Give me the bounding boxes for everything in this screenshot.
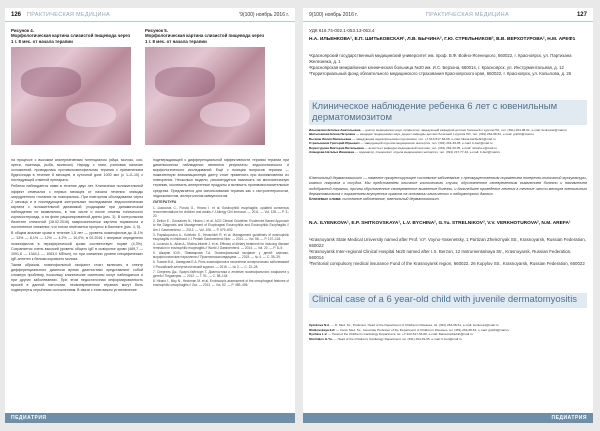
section-logo: ПЕДИАТРИЯ [551,415,587,421]
right-column-text: подтверждающей к дифференциальной эффективности терапии терапии при дименсионном наблюдении являются результаты эндоскопического и морфологического исследований. Ещё с позиции вопросов терапии — пожизненную элиминационную диету стоит применять при возникновении их повторения. Несколько модели, рекомендуется назначать на многомесячную терапию, исключить аллергенные продукты и включить противовоспалительные средства. Предлагается для использования терапия как с гастроэнтерологом, эндоскопистом, аллергологом-иммунологом. ЛИТЕРАТУРА 1. Liacouras C., Furuta G., Hirano I. et al. Eosinophilic esophagitis: updated consensus recommendations for children and adults // J Allergy Clin Immunol. — 2011. — Vol. 128. — P. 3–20. 2. Dellon E., Gonsalves N., Hirano I. et al. ACG Clinical Guideline: Evidenced Based Approach to the Diagnosis and Management of Esophageal Eosinophilia and Eosinophilic Esophagitis // Am J Gastroenterol. — 2013. — Vol. 108. — P. 679–692. 3. Papadopoulou A., Koletzko S., Heuschkel R. et al. Management guidelines of eosinophilic esophagitis in childhood // J Pediatr Gastroenterol Nutr. — 2014. — Vol. 58. — P. 107–118. 4. Lucendo A., Arias A., Molina-Infante J. et al. Efficacy of dietary treatment for inducing disease remission in eosinophilic esophagitis // World J Gastroenterol. — 2014. — Vol. 20. — P. 8–9. 5. Шкарин Ю.В., Пивоварова Т.А. Эозинофильный эзофагит у детей: клинико-морфологические параллели // Практическая медицина. — 2015. — № 4. — С. 35–39. 6. Ткачев В.И., Ахмедова Е.А. Роль эозинофилов в патогенезе аллергических заболеваний // Российский аллергологический журнал. — 2016. — № 3. — С. 22–28. 7. Спергель Дж., Браун-Уайтхорн Т. Диагностика и лечение эозинофильного эзофагита у детей // Педиатрия. — 2012. — Т. 91. — С. 98–104. 8. Hirano I., Moy N., Heckman M. et al. Endoscopic assessment of the oesophageal features of eosinophilic oesophagitis // Gut. — 2013. — Vol. 62. — P. 489–495. [153,158,289,288]
title-bar-ru [309,100,587,125]
reference-item: 3. Papadopoulou A., Koletzko S., Heuschkel R. et al. Management guidelines of eosinophilic esophagitis in childhood // J Pediatr Gastroenterol Nutr. — 2014. — Vol. 58. — P. 107–118. [153,232,289,241]
authors-en: N.A. ILYENKOVA¹, E.P. SHITKOVSKAYA¹, L.V. BYCHINA², G.Yu. STRELNIKOV³, V.V. VERKHOTUROVA², N.M. AREFA¹ [309,221,571,226]
author-info-item: Strelnikov G.Yu. — Head of the Children's Cardiology Department, tel. (391) 264-49-05, e-mail: b-beri@mail.ru [309,336,462,341]
reference-item: 4. Lucendo A., Arias A., Molina-Infante J. et al. Efficacy of dietary treatment for inducing disease remission in eosinophilic esophagitis // World J Gastroenterol. — 2014. — Vol. 20. — P. 8–9. [153,241,289,251]
affiliation-item: ¹Krasnoyarsk State Medical University named after Prof. V.F. Voyno-Yasenetsky, 1 Partizan Zheleznyak Str., Krasnoyarsk, Russian Federation, 660022 [309,237,586,248]
author-info-item: Верхотурова Виктория Витальевна — ассистент кафедры медицинской генетики, тел. (391) 264-49-05, e-mail: viktoria-v@mail.ru [309,145,497,150]
right-page-footer [303,413,593,423]
page-number: 126 [11,11,22,18]
reference-item: 6. Ткачев В.И., Ахмедова Е.А. Роль эозинофилов в патогенезе аллергических заболеваний // Российский аллергологический журнал. — 2016. — № 3. — С. 22–28. [153,260,289,269]
affiliation-item: ²Красноярская межрайонная клиническая больница №20 им. И.С. Берзона, 660014, г. Красноярск, ул. Инструментальная, д. 12 [309,65,564,71]
right-page-header [303,8,593,22]
affiliation-item: ³Территориальный фонд обязательного медицинского страхования Красноярского края, 660022, г. Красноярск, ул. Копылова, д. 26 [309,71,572,77]
figure-5 [145,28,265,145]
journal-title: ПРАКТИЧЕСКАЯ МЕДИЦИНА [27,11,111,18]
keywords: системное заболевание, ювенильный дерматомиозит. [342,197,440,202]
affiliations-ru [309,53,587,78]
reference-item: 8. Hirano I., Moy N., Heckman M. et al. Endoscopic assessment of the oesophageal features of eosinophilic oesophagitis // Gut. — 2013. — Vol. 62. — P. 489–495. [153,278,289,288]
section-logo: ПЕДИАТРИЯ [11,415,47,421]
author-info-item: Ахмедова Наталья Ивановна — ординатор, специалист отдела медицинских экспертиз, тел. (391) 217-77-44, e-mail: b-beri@mail.ru [309,150,501,155]
article-title-ru: Клиническое наблюдение ребенка 6 лет с ювенильным дерматомиозитом [312,101,558,123]
article-title-en: Clinical case of a 6 year-old child with juvenile dermatomyositis [312,294,578,305]
reference-item: 5. Шкарин Ю.В., Пивоварова Т.А. Эозинофильный эзофагит у детей: клинико-морфологические параллели // Практическая медицина. — 2015. — № 4. — С. 35–39. [153,251,289,260]
references-heading: ЛИТЕРАТУРА [153,199,177,204]
affiliation-item: ²Krasnoyarsk Inter-regional Clinical Hospital №20 named after I.S. Berzon, 12 Instrumentalnaya Str., Krasnoyarsk, Russian Federation, 660014 [309,248,572,260]
author-info-item: Стрельников Григорий Юрьевич — заведующий отделом медицинских экспертиз, тел. (391) 264-49-05, e-mail: b-beri@mail.ru [309,141,493,146]
reference-item: 2. Dellon E., Gonsalves N., Hirano I. et al. ACG Clinical Guideline: Evidenced Based Approach to the Diagnosis and Management of Esophageal Eosinophilia and Eosinophilic Esophagitis // Am J Gastroenterol. — 2013. — Vol. 108. — P. 679–692. [153,219,289,232]
reference-item: 1. Liacouras C., Furuta G., Hirano I. et al. Eosinophilic esophagitis: updated consensus recommendations for children and adults // J Allergy Clin Immunol. — 2011. — Vol. 128. — P. 3–20. [153,205,289,219]
page-number: 127 [576,11,587,18]
title-bar-en [309,293,587,308]
affiliations-en [309,237,587,267]
left-page-footer [5,413,295,423]
references [153,200,289,288]
author-info-item: Бычина Лилия Васильевна — заведующая педиатрическим отделением, тел. +7-913-517-63-08, e-mail: liliana.barbiebirt@mail.ru [309,136,496,141]
left-page-header [5,8,295,22]
udk-code: УДК 616.74-002.1-053.13-053.4 [309,28,375,33]
right-page [303,8,593,423]
author-info-item: Shitkovskaya E.P. — Cand. Med. Sc., Associate Professor of the Department of Children's Diseases, tel. (391) 264-08-61, e-mail: gnp64@mail.ru [309,327,510,332]
figure-4-micrograph [11,47,131,145]
author-info-item: Шитьковская Елена Петровна — кандидат медицинских наук, доцент кафедры детских болезней с курсом ПО, тел. (391) 264-08-61, e-mail: gnp64@mail.ru [309,132,535,137]
affiliation-item: ¹Красноярский государственный медицинский университет им. проф. В.Ф. Войно-Ясенецкого, 660022, г. Красноярск, ул. Партизана Железняка, д. 1 [309,53,572,64]
abstract-ru: Ювенильный дерматомиозит — тяжелое прогрессирующее системное заболевание с преимущественным поражением поперечно-полосатой мускулатуры, кожных покровов и сосудов. Мы представляем описание клинического случая, обусловленное своевременным выявлением болезни и назначением подобранной терапии, причем обусловленное своевременное выявление болезни, и дальнейшее проведение лечения в течение шести месяцев ювенильного дерматомиозита с поражением внутренних органов на основании клинических и лабораторных данных. Ключевые слова: системное заболевание, ювенильный дерматомиозит. [309,176,587,202]
issue-label: 9(100) ноябрь 2016 г. [309,11,358,18]
left-column-text: на процессе с высоким альтернативным потенциалом (яйца, молоко, соя, орехи, пшеница, рыба, молюски). Наряду с этим, учитывая наличие осложнений, проводилась противоэозинофильная терапия с применением будесонида в течение 6 месяцев, в суточной дозе 1000 мкг (с 1–0–10) с последующей отменой препарата. Ребенок наблюдается нами в течение двух лет. Клинически положительный эффект отмечался с первых месяцев от начала лечения: эпизоды затрудненного глотания не повторялись. При повторном обследовании через 2 месяца и в последующем контрольные исследования эндоскопическая картина с положительной динамикой, уходящими при динамическом наблюдении не выявлялись, в том числе и после отмены топического кортикостероида, и на фоне рационированной диеты (рис. 3). В контрольном биоптате слизистой (18.02.2016) микроскопически картина нормальна и постепенное снижение, что потом отмечается прогресс в биоптате (рис. 4, 5). В общем анализе крови в течение 1,5 лет — уровень эозинофилов до 11,1% — 13% — 6,1% — 12% — 4,2% — 10,0%, в 02.2016 г. впервые определено эозинофилов в периферической крови соответствует норме (4,3%). Сохраняется очень высокий уровень общего IgE в сыворотке крови (489,7 — 1091,6 — 1344,1 — 1063,0 МЕ/мл), но при снижении уровня специфических IgE-антител к белкам коровьего молока. Таким образом, эозинофильный эзофагит стоит включать в спектр дифференциального диагноза время диагностики представляют собой сложную проблему, поскольку клинические симптомы могут наблюдаться и при других заболеваниях. При этом недостаточная информированность врачей в данной патологии, несвоевременное терапию могут быть подвергнуты серьёзным осложнениям. В связи с этим важно установление [11,158,143,293]
figure-4-caption: Рисунок 4. Морфологическая картина слизистой пищевода через 1 г. 8 мес. от начала терапии [11,28,130,44]
issue-label: '9(100) ноябрь 2016 г. [239,11,289,18]
journal-title: ПРАКТИЧЕСКАЯ МЕДИЦИНА [425,11,509,18]
author-info-item: Bychina L.V. — Head of the Children's Cardiology Department, tel. +7-913-517-63-08, e-mail: liliana.barbiebirt@mail.ru [309,332,473,337]
figure-4 [11,28,131,145]
author-info-item: Ilyenkova N.A. — D. Med. Sc., Professor, Head of the Department of Children's Diseases, tel. (391) 264-08-61, e-mail: ilenkova1@mail.ru [309,323,499,327]
figure-5-caption: Рисунок 5. Морфологическая картина слизистой пищевода через 1 г. 8 мес. от начала терапии [145,28,264,44]
reference-item: 7. Спергель Дж., Браун-Уайтхорн Т. Диагностика и лечение эозинофильного эзофагита у детей // Педиатрия. — 2012. — Т. 91. — С. 98–104. [153,269,289,278]
author-info-item: Ильенкова Наталья Анатольевна — доктор медицинских наук, профессор, заведующий кафедрой детских болезней с курсом ПО, тел. (391) 264-08-61, e-mail: ilenkova1@mail.ru [309,128,568,132]
affiliation-item: ³Territorial compulsory medical insurance Fund of the Krasnoyarsk region, 660022, 26 Kopylov Str., Krasnoyarsk, Russian Federation, 660022 [309,260,585,266]
author-info-ru [309,128,587,155]
authors-ru: Н.А. ИЛЬЕНКОВА¹, Е.П. ШИТЬКОВСКАЯ¹, Л.В. БЫЧИНА², Г.Ю. СТРЕЛЬНИКОВ³, В.В. ВЕРХОТУРОВА², Н.М. АРЕФ1 [309,37,576,42]
figure-5-micrograph [145,47,265,145]
left-page [5,8,295,423]
keywords-label: Ключевые слова: [309,197,342,202]
author-info-en [309,323,587,342]
